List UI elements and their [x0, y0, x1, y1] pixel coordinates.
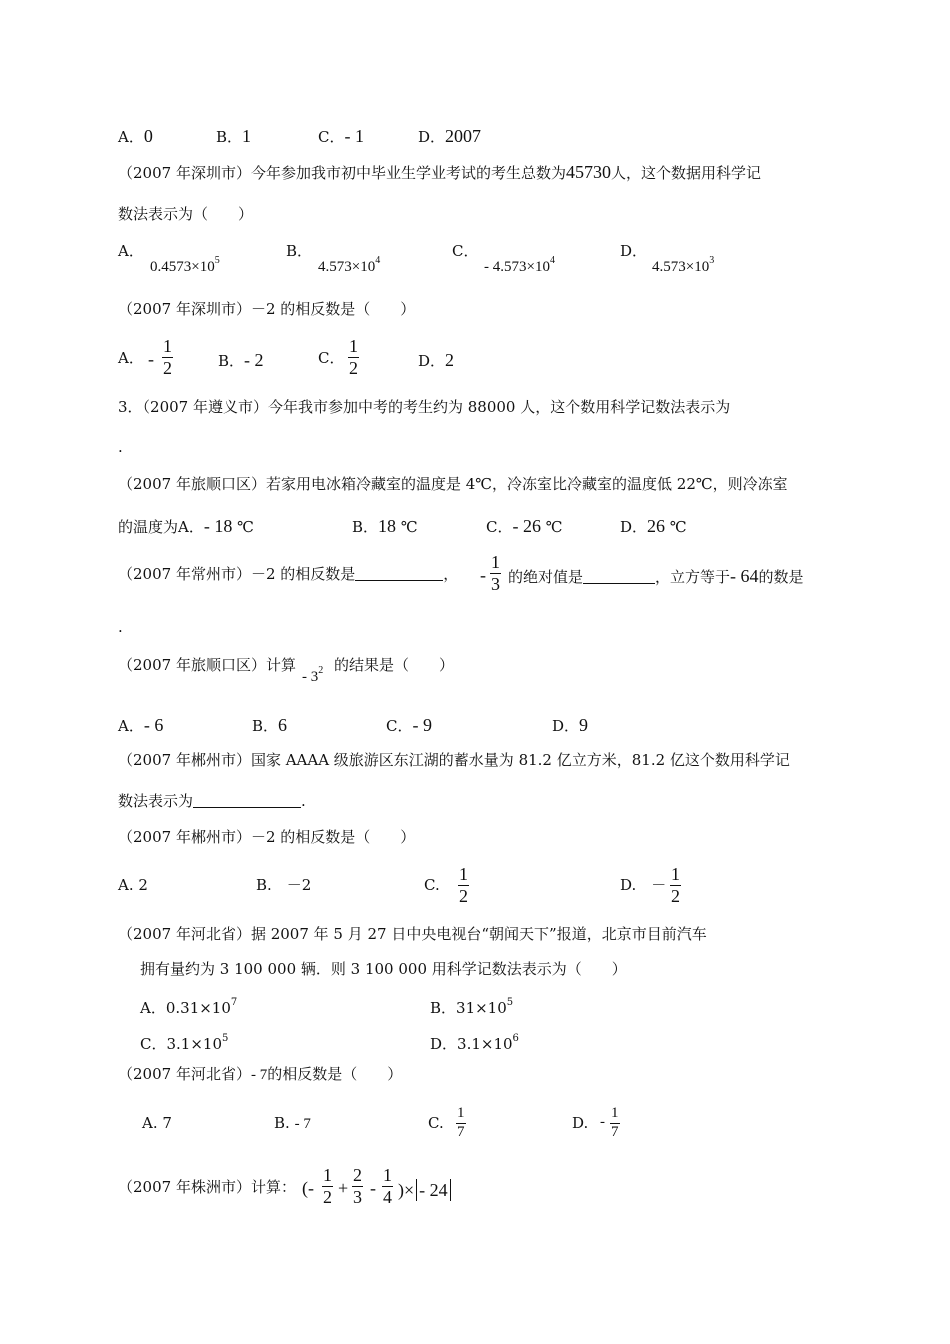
q2-option-d-value [652, 256, 714, 275]
option-label: B． [216, 128, 243, 146]
q3-option-b [218, 351, 264, 369]
option-value: 0 [143, 126, 153, 146]
option-value: - 1 [344, 126, 364, 146]
q9-option-c-fraction [458, 865, 469, 906]
stem-text: （2007 年河北省） [118, 1065, 251, 1083]
mantissa: 31×10 [456, 999, 507, 1017]
option-label: B． [352, 518, 379, 536]
q12-open: (- [302, 1178, 314, 1198]
denominator: 2 [671, 885, 680, 906]
exponent: 5 [506, 997, 514, 1008]
exponent: 3 [709, 255, 715, 266]
option-label: C． [486, 518, 513, 536]
option-value: - 6 [143, 715, 164, 735]
q2-option-d-label: D． [620, 242, 648, 260]
stem-text: 数法表示为 [118, 792, 194, 810]
option-label: A． [118, 128, 144, 146]
q2-option-a-value [150, 256, 220, 275]
denominator: 4 [383, 1186, 392, 1207]
q9-option-c-label: C. [424, 876, 440, 894]
q8-stem-line2 [118, 794, 306, 809]
numerator: 1 [323, 1165, 332, 1185]
q5-stem-line2 [118, 517, 254, 535]
q11-option-b [274, 1116, 311, 1132]
stem-text: （2007 年深圳市）今年参加我市初中毕业生学业考试的考生总数为 [118, 164, 566, 182]
q9-option-d-label: D. － [620, 876, 667, 894]
q2-option-b-value [318, 256, 380, 275]
q12-plus: + [338, 1178, 349, 1198]
stem-text: . [301, 792, 306, 810]
q3-option-a-label: A． [118, 349, 144, 367]
option-label: D． [418, 352, 446, 370]
option-label: D． [620, 518, 648, 536]
q3-option-c-label: C． [318, 349, 345, 367]
abs-bar-right [450, 1179, 451, 1201]
q12-minus: - [370, 1178, 376, 1198]
q3-option-a-sign: - [148, 349, 154, 369]
numerator: 2 [353, 1165, 362, 1185]
option-value: 9 [579, 715, 589, 735]
q5-option-d [620, 517, 687, 535]
denominator: 3 [353, 1186, 362, 1207]
option-label: B． [218, 352, 245, 370]
option-value: - 9 [412, 715, 432, 735]
mantissa: 0.31×10 [165, 999, 231, 1017]
q8-stem-line1: （2007 年郴州市）国家 AAAA 级旅游区东江湖的蓄水量为 81.2 亿立方米，81.2 亿这个数用科学记 [118, 751, 790, 769]
mantissa: 4.573×10 [652, 259, 710, 275]
numerator: 1 [349, 336, 358, 356]
q11-option-d-label: D. [572, 1114, 589, 1132]
stem-text: 的绝对值是 [508, 568, 584, 586]
q4-tail: . [118, 438, 123, 456]
stem-text: （2007 年常州市）－2 的相反数是 [118, 565, 356, 583]
denominator: 2 [163, 357, 172, 378]
option-value: - 26 [512, 516, 541, 536]
stem-text: 的相反数是（ ） [267, 1065, 403, 1083]
q3-option-d [418, 351, 454, 369]
answer-blank [193, 807, 301, 808]
q11-option-a: A. 7 [142, 1114, 172, 1132]
exponent: 2 [318, 665, 324, 676]
q7-stem-end: 的结果是（ ） [334, 656, 455, 674]
q1-option-b [216, 127, 251, 145]
exponent: 5 [214, 255, 220, 266]
q3-option-a-fraction [162, 337, 173, 378]
denominator: 7 [611, 1123, 619, 1140]
abs-value: - 24 [419, 1180, 448, 1200]
option-value: 2007 [445, 126, 482, 146]
stem-number: - 7 [250, 1067, 268, 1083]
stem-text: 人，这个数据用科学记 [610, 164, 761, 182]
q2-stem-line2: 数法表示为（ ） [118, 205, 254, 223]
option-label: B． [252, 717, 279, 735]
q6-sign: - [480, 565, 486, 585]
exponent: 7 [230, 997, 238, 1008]
option-value: 2 [445, 350, 455, 370]
q7-option-a [118, 716, 163, 734]
denominator: 7 [457, 1123, 465, 1140]
q12-fraction-1 [322, 1166, 333, 1207]
exponent: 5 [222, 1033, 229, 1044]
numerator: 1 [671, 864, 680, 884]
q12-fraction-2 [352, 1166, 363, 1207]
exponent: 4 [375, 255, 381, 266]
q7-expression [302, 666, 323, 685]
q11-option-c-label: C. [428, 1114, 444, 1132]
denominator: 2 [459, 885, 468, 906]
q10-stem-line1: （2007 年河北省）据 2007 年 5 月 27 日中央电视台“朝闻天下”报道，北京市目前汽车 [118, 925, 707, 943]
mantissa: 3.1×10 [166, 1035, 222, 1053]
q9-option-b: B. －2 [256, 876, 312, 894]
option-label: A． [140, 999, 166, 1017]
q2-option-c-value [484, 256, 555, 275]
q7-option-c [386, 716, 432, 734]
stem-number: 45730 [565, 162, 611, 182]
q11-option-d-fraction [610, 1106, 620, 1141]
q12-stem: （2007 年株洲市）计算： [118, 1178, 296, 1196]
q1-option-d [418, 127, 481, 145]
numerator: 1 [491, 552, 500, 572]
option-value: - 18 [203, 516, 233, 536]
option-label: C． [140, 1035, 167, 1053]
unit: ℃ [669, 518, 687, 536]
q5-option-c [486, 517, 563, 535]
q9-option-d-fraction [670, 865, 681, 906]
denominator: 2 [323, 1186, 332, 1207]
option-label: B. [274, 1114, 290, 1132]
q3-stem: （2007 年深圳市）－2 的相反数是（ ） [118, 300, 416, 318]
numerator: 1 [383, 1165, 392, 1185]
stem-number: - 64 [730, 566, 759, 586]
q12-close [398, 1179, 453, 1201]
option-label: C． [318, 128, 345, 146]
option-value: - 2 [244, 350, 264, 370]
q11-stem [118, 1067, 402, 1083]
option-value: 26 [647, 516, 666, 536]
mantissa: 0.4573×10 [150, 259, 215, 275]
stem-text: 的温度为A． [118, 518, 204, 536]
q6-stem-part1 [118, 567, 458, 582]
option-label: D． [552, 717, 580, 735]
q5-option-b [352, 517, 418, 535]
numerator: 1 [610, 1106, 620, 1124]
unit: ℃ [400, 518, 418, 536]
option-label: A． [118, 717, 144, 735]
exponent: 6 [512, 1033, 519, 1044]
q11-option-d-sign: - [600, 1114, 605, 1130]
abs-bar-left [416, 1179, 417, 1201]
exponent: 4 [549, 255, 555, 266]
q2-option-a-label: A． [118, 242, 144, 260]
expression-base: - 3 [302, 669, 319, 685]
q10-option-a [140, 998, 237, 1016]
mantissa: 4.573×10 [318, 259, 376, 275]
q10-stem-line2: 拥有量约为 3 100 000 辆．则 3 100 000 用科学记数法表示为（ ） [140, 960, 627, 978]
denominator: 3 [491, 573, 500, 594]
q6-fraction [490, 553, 501, 594]
answer-blank [583, 583, 655, 584]
q7-option-d [552, 716, 588, 734]
option-label: B． [430, 999, 457, 1017]
option-value: - 7 [294, 1116, 311, 1132]
q9-stem: （2007 年郴州市）－2 的相反数是（ ） [118, 828, 416, 846]
option-value: 6 [278, 715, 288, 735]
q10-option-d [430, 1034, 519, 1052]
option-label: D． [430, 1035, 458, 1053]
numerator: 1 [456, 1106, 466, 1124]
stem-text: 的数是 [758, 568, 804, 586]
option-label: C． [386, 717, 413, 735]
mantissa: 3.1×10 [457, 1035, 513, 1053]
option-value: 1 [242, 126, 252, 146]
q10-option-b [430, 998, 513, 1016]
q5-stem-line1: （2007 年旅顺口区）若家用电冰箱冷藏室的温度是 4℃，冷冻室比冷藏室的温度低 22℃，则冷冻室 [118, 475, 788, 493]
q6-stem-part3 [508, 567, 804, 585]
q7-option-b [252, 716, 287, 734]
q7-stem: （2007 年旅顺口区）计算 [118, 656, 296, 674]
q2-stem-line1 [118, 163, 761, 181]
numerator: 1 [163, 336, 172, 356]
q3-option-c-fraction [348, 337, 359, 378]
denominator: 2 [349, 357, 358, 378]
unit: ℃ [545, 518, 563, 536]
q1-option-c [318, 127, 364, 145]
q2-option-c-label: C． [452, 242, 479, 260]
q6-tail: . [118, 618, 123, 636]
numerator: 1 [459, 864, 468, 884]
q1-option-a [118, 127, 153, 145]
q12-fraction-3 [382, 1166, 393, 1207]
stem-text: ， [443, 565, 459, 583]
stem-text: ，立方等于 [655, 568, 731, 586]
q2-option-b-label: B． [286, 242, 313, 260]
mantissa: - 4.573×10 [484, 259, 550, 275]
answer-blank [355, 580, 443, 581]
unit: ℃ [237, 518, 254, 536]
q4-stem: 3．（2007 年遵义市）今年我市参加中考的考生约为 88000 人，这个数用科学记数法表示为 [118, 398, 731, 416]
option-value: 18 [378, 516, 397, 536]
q9-option-a: A. 2 [118, 876, 148, 894]
option-label: D． [418, 128, 446, 146]
q10-option-c [140, 1034, 228, 1052]
close-times: )× [398, 1180, 415, 1200]
q11-option-c-fraction [456, 1106, 466, 1141]
